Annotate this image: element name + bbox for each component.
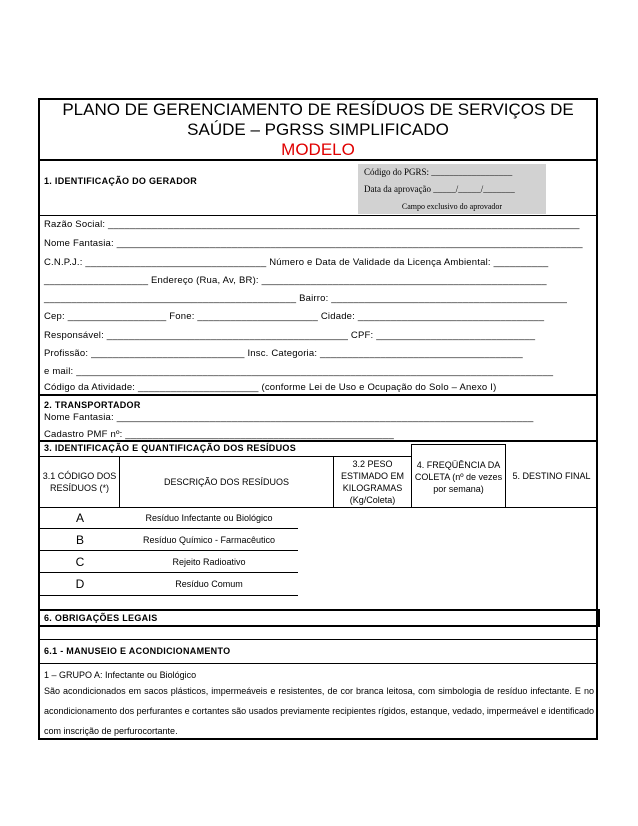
row-description: Resíduo Comum	[175, 579, 243, 589]
field-email[interactable]: e mail: _______________________________________________________________________________________	[44, 366, 554, 377]
table-row	[40, 529, 298, 550]
header-codigo: 3.1 CÓDIGO DOS RESÍDUOS (*)	[40, 456, 120, 508]
subtitle-modelo: MODELO	[281, 140, 355, 159]
page-title	[40, 100, 596, 160]
title-line-1: PLANO DE GERENCIAMENTO DE RESÍDUOS DE SERVIÇOS DE	[62, 100, 574, 119]
field-codigo-atividade[interactable]: Código da Atividade: ______________________ (conforme Lei de Uso e Ocupação do Solo – Anexo I)	[44, 382, 497, 393]
field-razao-social[interactable]: Razão Social: ______________________________________________________________________________________	[44, 219, 580, 230]
header-destino: 5. DESTINO FINAL	[512, 471, 591, 481]
section-1-divider	[40, 215, 596, 216]
row-code: D	[75, 577, 85, 591]
pgrss-form	[38, 98, 598, 740]
header-descricao: DESCRIÇÃO DOS RESÍDUOS	[119, 456, 334, 508]
field-responsavel[interactable]: Responsável: ____________________________________________ CPF: _____________________________	[44, 330, 536, 341]
row-description: Resíduo Infectante ou Biológico	[145, 513, 273, 523]
field-cep[interactable]: Cep: __________________ Fone: ______________________ Cidade: __________________________________	[44, 311, 545, 322]
table-row	[40, 508, 298, 528]
field-bairro[interactable]: ______________________________________________ Bairro: ___________________________________________	[44, 293, 568, 304]
field-transportador-nome[interactable]: Nome Fantasia: ____________________________________________________________________________	[44, 412, 534, 423]
table-row	[40, 573, 298, 595]
approver-note: Campo exclusivo do aprovador	[401, 202, 503, 211]
section-3-title: 3. IDENTIFICAÇÃO E QUANTIFICAÇÃO DOS RESÍDUOS	[44, 443, 297, 453]
header-peso: 3.2 PESO ESTIMADO EM KILOGRAMAS (Kg/Coleta)	[333, 456, 412, 508]
form-bottom-border	[40, 738, 596, 740]
header-divider	[40, 159, 596, 161]
row-code: A	[75, 511, 84, 525]
field-profissao[interactable]: Profissão: ____________________________ Insc. Categoria: _____________________________________	[44, 348, 523, 359]
row-description: Rejeito Radioativo	[172, 556, 246, 567]
approval-date-field[interactable]: Data da aprovação _____/_____/_______	[364, 184, 515, 194]
section-1-title: 1. IDENTIFICAÇÃO DO GERADOR	[44, 176, 198, 186]
section-6-divider	[40, 639, 596, 640]
row-border	[40, 595, 298, 596]
field-cadastro-pmf[interactable]: Cadastro PMF nº: _________________________________________________	[44, 429, 394, 440]
group-a-paragraph: São acondicionados em sacos plásticos, impermeáveis e resistentes, de cor branca leitosa, com simbologia de resíduo infectante. E no acondicionamento dos perfurantes e cortantes são usados previamente recipientes rígidos, estanque, vedado, impermeável e identificado com inscrição de perfurocortante.	[44, 686, 594, 736]
field-cnpj[interactable]: C.N.P.J.: _________________________________ Número e Data de Validade da Licença Ambiental: __________	[44, 257, 549, 268]
section-6-1-title: 6.1 - MANUSEIO E ACONDICIONAMENTO	[44, 646, 231, 656]
row-code: B	[75, 532, 84, 547]
pgrs-code-field[interactable]: Código do PGRS: __________________	[364, 167, 513, 177]
section-6-header	[38, 609, 600, 627]
table-row	[40, 551, 298, 572]
field-nome-fantasia[interactable]: Nome Fantasia: _____________________________________________________________________________________	[44, 238, 583, 249]
group-a-title: 1 – GRUPO A: Infectante ou Biológico	[44, 670, 197, 680]
header-frequencia: 4. FREQÜÊNCIA DA COLETA (nº de vezes por semana)	[411, 444, 506, 508]
field-endereco[interactable]: ___________________ Endereço (Rua, Av, BR): ____________________________________________________	[44, 275, 547, 286]
row-code: C	[75, 554, 85, 569]
section-6-title: 6. OBRIGAÇÕES LEGAIS	[44, 613, 158, 623]
section-6-1-divider	[40, 663, 596, 664]
section-2-title: 2. TRANSPORTADOR	[44, 400, 141, 410]
section-3-divider	[40, 440, 596, 442]
row-description: Resíduo Químico - Farmacêutico	[142, 534, 276, 545]
section-2-divider	[40, 394, 596, 396]
title-line-2: SAÚDE – PGRSS SIMPLIFICADO	[187, 120, 449, 139]
approver-box	[358, 164, 546, 214]
